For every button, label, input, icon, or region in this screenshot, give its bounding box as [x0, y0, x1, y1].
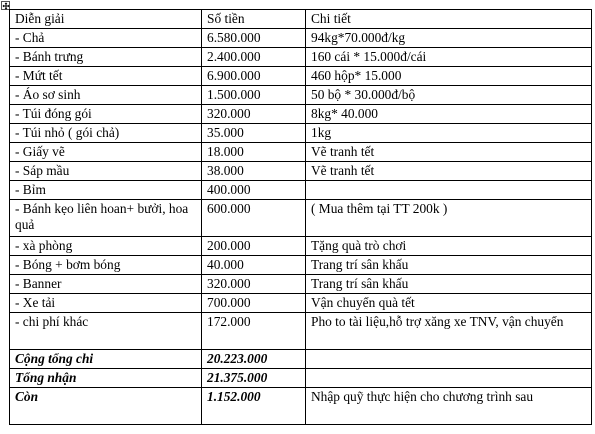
detail-cell: 8kg* 40.000	[306, 105, 592, 124]
table-row	[10, 67, 592, 86]
amount-cell: 2.400.000	[202, 48, 306, 67]
total-detail-cell	[306, 369, 592, 388]
table-row	[10, 29, 592, 48]
item-cell: - Túi nhỏ ( gói chả)	[10, 124, 202, 143]
table-header-row	[10, 10, 592, 29]
detail-cell	[306, 181, 592, 200]
detail-cell: 50 bộ * 30.000đ/bộ	[306, 86, 592, 105]
amount-cell: 6.900.000	[202, 67, 306, 86]
item-cell: - Chả	[10, 29, 202, 48]
detail-cell: Tặng quà trò chơi	[306, 237, 592, 256]
header-cell: Diễn giải	[10, 10, 202, 29]
item-cell: - Áo sơ sinh	[10, 86, 202, 105]
detail-cell: 94kg*70.000đ/kg	[306, 29, 592, 48]
amount-cell: 200.000	[202, 237, 306, 256]
amount-cell: 18.000	[202, 143, 306, 162]
detail-cell: Vận chuyển quà tết	[306, 294, 592, 313]
detail-cell: ( Mua thêm tại TT 200k )	[306, 200, 592, 237]
table-row	[10, 143, 592, 162]
amount-cell: 172.000	[202, 313, 306, 350]
detail-cell: Vẽ tranh tết	[306, 143, 592, 162]
expense-table	[9, 9, 592, 425]
detail-cell: 1kg	[306, 124, 592, 143]
total-label-cell: Còn	[10, 388, 202, 425]
table-row	[10, 181, 592, 200]
header-cell: Số tiền	[202, 10, 306, 29]
table-row	[10, 275, 592, 294]
table-row	[10, 124, 592, 143]
amount-cell: 700.000	[202, 294, 306, 313]
header-cell: Chi tiết	[306, 10, 592, 29]
amount-cell: 600.000	[202, 200, 306, 237]
amount-cell: 35.000	[202, 124, 306, 143]
item-cell: - chi phí khác	[10, 313, 202, 350]
total-amount-cell: 20.223.000	[202, 350, 306, 369]
table-row	[10, 105, 592, 124]
table-row	[10, 237, 592, 256]
item-cell: - Banner	[10, 275, 202, 294]
detail-cell: Trang trí sân khấu	[306, 275, 592, 294]
table-row	[10, 48, 592, 67]
total-label-cell: Cộng tổng chi	[10, 350, 202, 369]
detail-cell: 160 cái * 15.000đ/cái	[306, 48, 592, 67]
item-cell: - Bánh kẹo liên hoan+ bưởi, hoa quả	[10, 200, 202, 237]
detail-cell: Pho to tài liệu,hỗ trợ xăng xe TNV, vận chuyển	[306, 313, 592, 350]
total-detail-cell: Nhập quỹ thực hiện cho chương trình sau	[306, 388, 592, 425]
table-row	[10, 256, 592, 275]
amount-cell: 6.580.000	[202, 29, 306, 48]
total-label-cell: Tổng nhận	[10, 369, 202, 388]
item-cell: - Giấy vẽ	[10, 143, 202, 162]
total-amount-cell: 21.375.000	[202, 369, 306, 388]
amount-cell: 38.000	[202, 162, 306, 181]
table-row	[10, 200, 592, 237]
total-row	[10, 369, 592, 388]
item-cell: - xà phòng	[10, 237, 202, 256]
detail-cell: 460 hộp* 15.000	[306, 67, 592, 86]
item-cell: - Bỉm	[10, 181, 202, 200]
total-amount-cell: 1.152.000	[202, 388, 306, 425]
item-cell: - Mứt tết	[10, 67, 202, 86]
total-row	[10, 350, 592, 369]
item-cell: - Xe tải	[10, 294, 202, 313]
total-detail-cell	[306, 350, 592, 369]
amount-cell: 40.000	[202, 256, 306, 275]
table-row	[10, 162, 592, 181]
detail-cell: Trang trí sân khấu	[306, 256, 592, 275]
item-cell: - Sáp mầu	[10, 162, 202, 181]
amount-cell: 400.000	[202, 181, 306, 200]
amount-cell: 1.500.000	[202, 86, 306, 105]
table-row	[10, 313, 592, 350]
detail-cell: Vẽ tranh tết	[306, 162, 592, 181]
item-cell: - Túi đóng gói	[10, 105, 202, 124]
total-row	[10, 388, 592, 425]
table-row	[10, 86, 592, 105]
amount-cell: 320.000	[202, 275, 306, 294]
table-row	[10, 294, 592, 313]
item-cell: - Bóng + bơm bóng	[10, 256, 202, 275]
item-cell: - Bánh trưng	[10, 48, 202, 67]
amount-cell: 320.000	[202, 105, 306, 124]
